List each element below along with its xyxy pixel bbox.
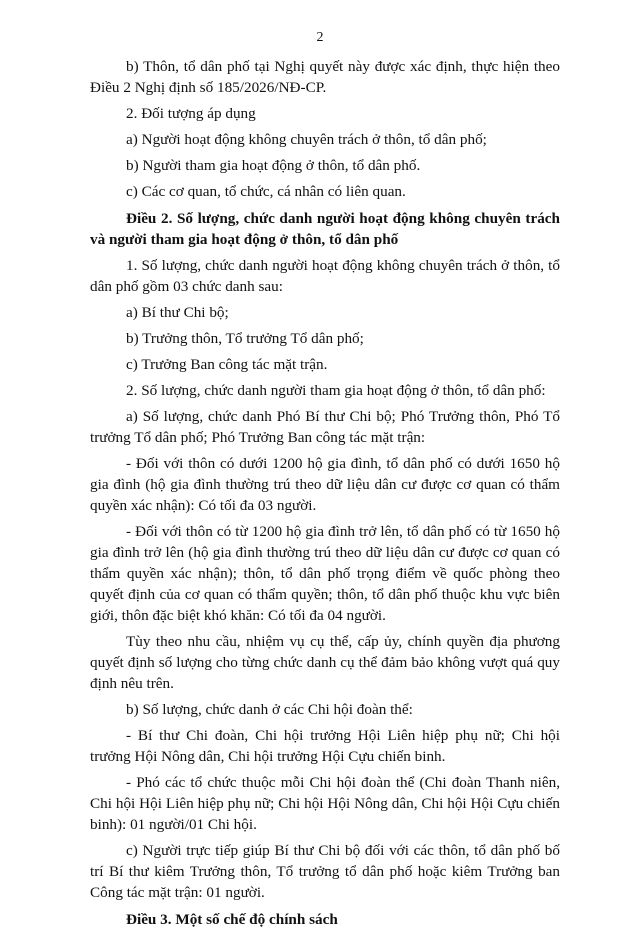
paragraph: - Phó các tổ chức thuộc mỗi Chi hội đoàn thể (Chi đoàn Thanh niên, Chi hội Hội Liên hiệp phụ nữ; Chi hội Hội Nông dân, Chi hội Hội Cựu chiến binh): 01 người/01 Chi hội.	[90, 774, 560, 833]
paragraph: 1. Số lượng, chức danh người hoạt động không chuyên trách ở thôn, tổ dân phố gồm 03 chức danh sau:	[90, 257, 560, 295]
paragraph: b) Thôn, tổ dân phố tại Nghị quyết này được xác định, thực hiện theo Điều 2 Nghị định số 185/2026/NĐ-CP.	[90, 58, 560, 96]
paragraph: a) Người hoạt động không chuyên trách ở thôn, tổ dân phố;	[126, 131, 487, 148]
page-number: 2	[316, 30, 324, 45]
paragraph: a) Số lượng, chức danh Phó Bí thư Chi bộ; Phó Trưởng thôn, Phó Tổ trưởng Tổ dân phố; Phó Trưởng Ban công tác mặt trận:	[90, 408, 560, 446]
paragraph: b) Người tham gia hoạt động ở thôn, tổ dân phố.	[126, 157, 421, 174]
paragraph: a) Bí thư Chi bộ;	[126, 304, 229, 321]
paragraph: 2. Số lượng, chức danh người tham gia hoạt động ở thôn, tổ dân phố:	[126, 382, 546, 399]
paragraph: - Bí thư Chi đoàn, Chi hội trưởng Hội Liên hiệp phụ nữ; Chi hội trưởng Hội Nông dân, Chi hội trưởng Hội Cựu chiến binh.	[90, 727, 560, 765]
paragraph: c) Các cơ quan, tổ chức, cá nhân có liên quan.	[126, 183, 406, 200]
paragraph: c) Người trực tiếp giúp Bí thư Chi bộ đối với các thôn, tổ dân phố bố trí Bí thư kiêm Trưởng thôn, Tổ trưởng tổ dân phố hoặc kiêm Trưởng ban Công tác mặt trận: 01 người.	[90, 842, 560, 901]
section-heading: 2. Đối tượng áp dụng	[126, 105, 256, 122]
paragraph: - Đối với thôn có từ 1200 hộ gia đình trở lên, tổ dân phố có từ 1650 hộ gia đình trở lên (hộ gia đình thường trú theo dữ liệu dân cư được cơ quan có thẩm quyền xác nhận); thôn, tổ dân phố trọng điểm về quốc phòng theo quyết định của cơ quan có thẩm quyền; thôn, tổ dân phố thuộc khu vực biên giới, thôn đặc biệt khó khăn: Có tối đa 04 người.	[90, 523, 560, 624]
paragraph: c) Trưởng Ban công tác mặt trận.	[126, 356, 328, 373]
article-heading: Điều 3. Một số chế độ chính sách	[126, 911, 338, 928]
article-heading: Điều 2. Số lượng, chức danh người hoạt động không chuyên trách và người tham gia hoạt động ở thôn, tổ dân phố	[90, 210, 560, 248]
document-body	[90, 56, 560, 935]
paragraph: Tùy theo nhu cầu, nhiệm vụ cụ thể, cấp ủy, chính quyền địa phương quyết định số lượng cho từng chức danh cụ thể đảm bảo không vượt quá quy định nêu trên.	[90, 633, 560, 692]
paragraph: - Đối với thôn có dưới 1200 hộ gia đình, tổ dân phố có dưới 1650 hộ gia đình (hộ gia đình thường trú theo dữ liệu dân cư được cơ quan có thẩm quyền xác nhận): Có tối đa 03 người.	[90, 455, 560, 514]
paragraph: b) Trưởng thôn, Tổ trưởng Tổ dân phố;	[126, 330, 364, 347]
paragraph: b) Số lượng, chức danh ở các Chi hội đoàn thể:	[126, 701, 413, 718]
